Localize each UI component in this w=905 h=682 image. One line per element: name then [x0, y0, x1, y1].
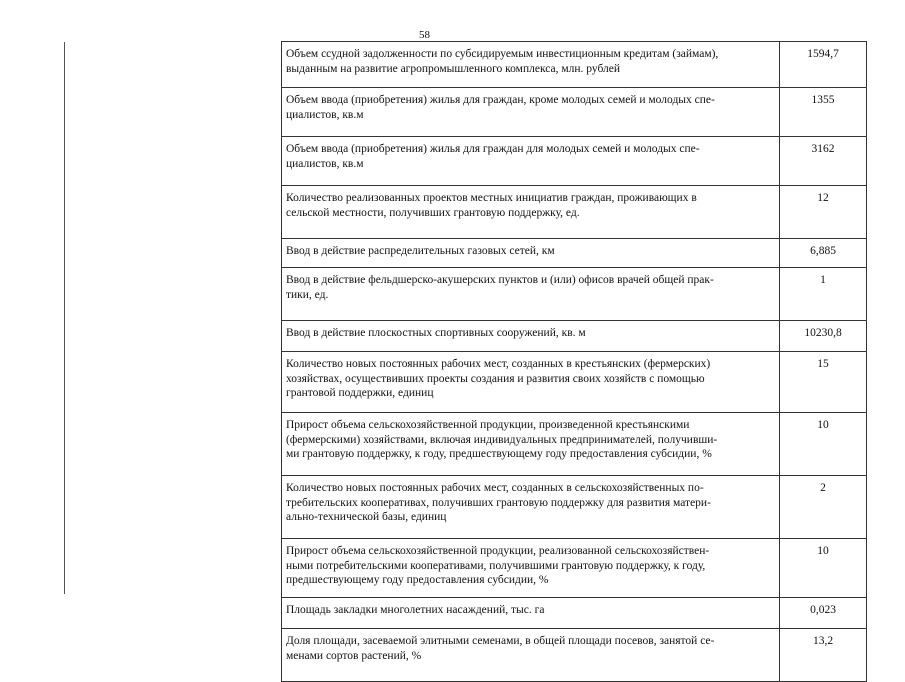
table-row	[282, 321, 867, 352]
indicator-value-cell	[780, 88, 867, 137]
table-row	[282, 239, 867, 268]
indicator-value: 3162	[811, 143, 835, 155]
indicator-value-cell	[780, 42, 867, 88]
indicator-value-cell	[780, 629, 867, 682]
table-row	[282, 539, 867, 598]
indicator-value-cell	[780, 268, 867, 321]
indicator-label-cell	[282, 42, 780, 88]
indicator-label-cell	[282, 137, 780, 186]
indicator-value: 13,2	[812, 635, 834, 647]
table-row	[282, 598, 867, 629]
indicators-table	[281, 41, 867, 682]
indicator-value-cell	[780, 352, 867, 413]
indicator-label: Объем ввода (приобретения) жилья для граждан, кроме молодых семей и молодых спе- циалистов, кв.м	[286, 94, 715, 121]
indicator-value-cell	[780, 476, 867, 539]
indicator-value: 1594,7	[807, 48, 839, 60]
indicator-label-cell	[282, 239, 780, 268]
indicator-value: 10230,8	[804, 327, 842, 339]
indicator-value: 1	[820, 274, 826, 286]
indicator-label-cell	[282, 88, 780, 137]
table-row	[282, 137, 867, 186]
table-row	[282, 88, 867, 137]
indicator-value: 0,023	[810, 604, 836, 616]
left-margin-line	[64, 42, 65, 594]
indicator-label: Объем ввода (приобретения) жилья для граждан для молодых семей и молодых спе- циалистов, кв.м	[286, 143, 700, 170]
indicator-label: Количество новых постоянных рабочих мест, созданных в крестьянских (фермерских) хозяйствах, осуществивших проекты создания и развития своих хозяйств с помощью грантовой поддержки, единиц	[286, 358, 711, 400]
indicator-value-cell	[780, 321, 867, 352]
table-row	[282, 268, 867, 321]
indicator-value: 12	[817, 192, 829, 204]
indicator-value-cell	[780, 539, 867, 598]
indicator-value: 10	[817, 545, 829, 557]
indicator-value-cell	[780, 239, 867, 268]
indicator-value-cell	[780, 186, 867, 239]
indicator-value-cell	[780, 413, 867, 476]
indicator-value: 2	[820, 482, 826, 494]
indicator-label-cell	[282, 598, 780, 629]
indicator-label: Площадь закладки многолетних насаждений, тыс. га	[286, 604, 545, 616]
indicator-value: 1355	[811, 94, 835, 106]
indicator-label-cell	[282, 539, 780, 598]
indicator-label-cell	[282, 186, 780, 239]
indicator-label: Количество новых постоянных рабочих мест, созданных в сельскохозяйственных по- требительских кооперативах, получивших грантовую поддержку для развития матери- ально-технической базы, единиц	[286, 482, 711, 524]
table-row	[282, 186, 867, 239]
indicator-label: Объем ссудной задолженности по субсидируемым инвестиционным кредитам (займам), выданным на развитие агропромышленного комплекса, млн. рублей	[286, 48, 719, 75]
indicator-label: Ввод в действие распределительных газовых сетей, км	[286, 245, 555, 257]
table-row	[282, 42, 867, 88]
indicator-value-cell	[780, 137, 867, 186]
indicator-label: Ввод в действие фельдшерско-акушерских пунктов и (или) офисов врачей общей прак- тики, ед.	[286, 274, 714, 301]
indicator-value: 6,885	[810, 245, 836, 257]
table-row	[282, 629, 867, 682]
indicator-label-cell	[282, 352, 780, 413]
indicator-label: Количество реализованных проектов местных инициатив граждан, проживающих в сельской местности, получивших грантовую поддержку, ед.	[286, 192, 697, 219]
indicator-label: Ввод в действие плоскостных спортивных сооружений, кв. м	[286, 327, 586, 339]
indicator-label-cell	[282, 321, 780, 352]
indicator-label: Прирост объема сельскохозяйственной продукции, произведенной крестьянскими (фермерскими) хозяйствами, включая индивидуальных предпринимателей, получивши- ми грантовую поддержку, к году, предшествующему году предоставления субсидии, %	[286, 419, 718, 461]
table-row	[282, 476, 867, 539]
table-row	[282, 413, 867, 476]
indicator-value-cell	[780, 598, 867, 629]
indicator-label-cell	[282, 268, 780, 321]
indicator-label-cell	[282, 413, 780, 476]
page-number: 58	[419, 29, 430, 41]
indicator-label-cell	[282, 476, 780, 539]
table-row	[282, 352, 867, 413]
indicator-value: 15	[817, 358, 829, 370]
indicator-label-cell	[282, 629, 780, 682]
indicator-label: Прирост объема сельскохозяйственной продукции, реализованной сельскохозяйствен- ными потребительскими кооперативами, получившими грантовую поддержку, к году, предшествующему году предоставления субсидии, %	[286, 545, 710, 587]
indicator-value: 10	[817, 419, 829, 431]
indicator-label: Доля площади, засеваемой элитными семенами, в общей площади посевов, занятой се- менами сортов растений, %	[286, 635, 715, 662]
